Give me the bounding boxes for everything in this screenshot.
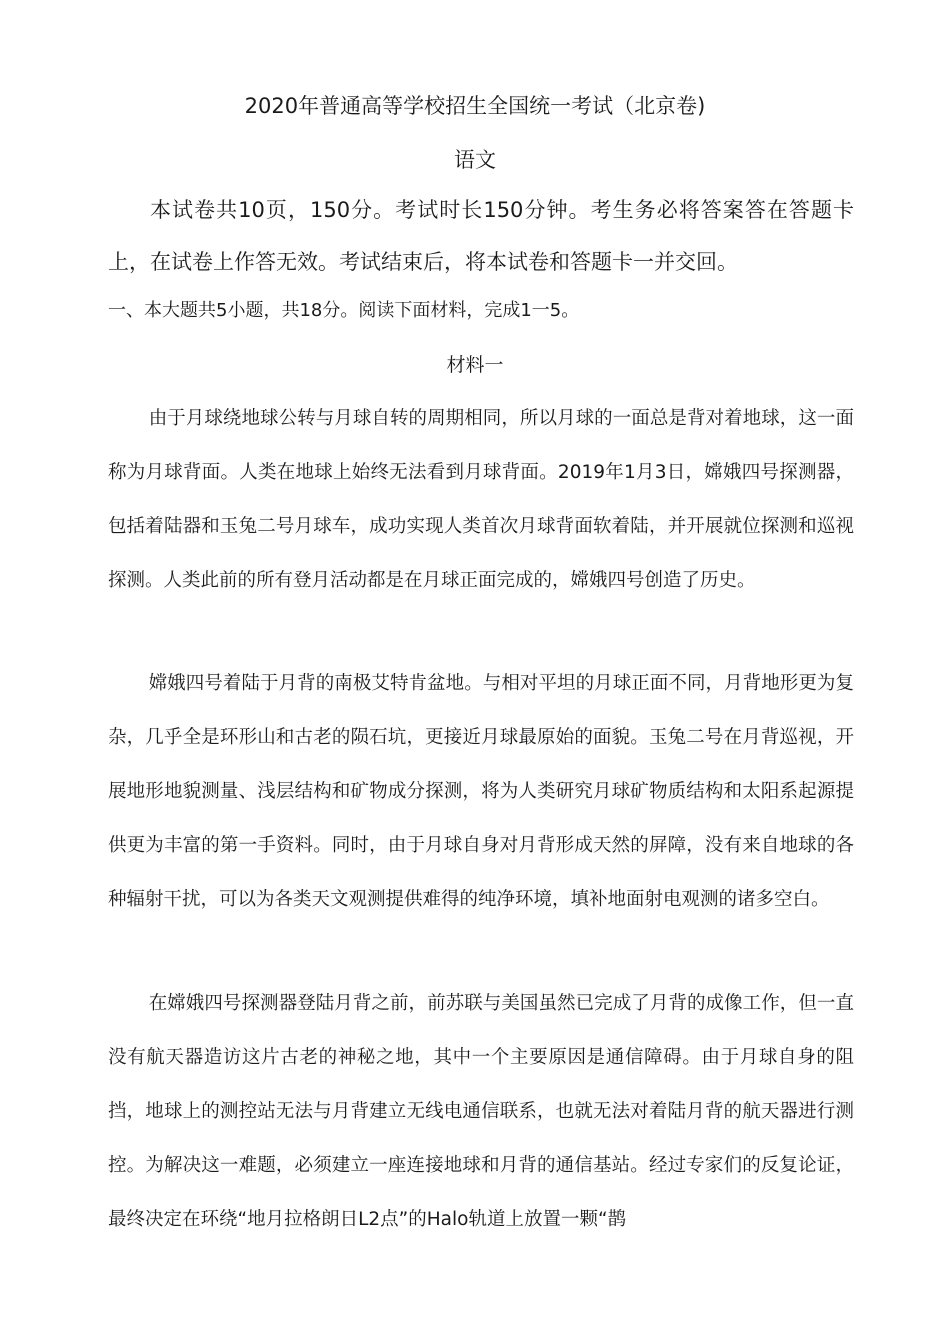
material-paragraph-1: 由于月球绕地球公转与月球自转的周期相同，所以月球的一面总是背对着地球，这一面称为月球背面。人类在地球上始终无法看到月球背面。2019年1月3日，嫦娥四号探测器，包括着陆器和玉兔二号月球车，成功实现人类首次月球背面软着陆，并开展就位探测和巡视探测。人类此前的所有登月活动都是在月球正面完成的，嫦娥四号创造了历史。 xyxy=(108,408,854,591)
material-paragraph-2: 嫦娥四号着陆于月背的南极艾特肯盆地。与相对平坦的月球正面不同，月背地形更为复杂，几乎全是环形山和古老的陨石坑，更接近月球最原始的面貌。玉兔二号在月背巡视，开展地形地貌测量、浅层结构和矿物成分探测，将为人类研究月球矿物质结构和太阳系起源提供更为丰富的第一手资料。同时，由于月球自身对月背形成天然的屏障，没有来自地球的各种辐射干扰，可以为各类天文观测提供难得的纯净环境，填补地面射电观测的诸多空白。 xyxy=(108,673,854,910)
section-heading: 一、本大题共5小题，共18分。阅读下面材料，完成1一5。 xyxy=(108,300,580,321)
exam-instructions: 本试卷共10页，150分。考试时长150分钟。考生务必将答案答在答题卡上，在试卷上作答无效。考试结束后，将本试卷和答题卡一并交回。 xyxy=(108,198,854,274)
exam-title: 2020年普通高等学校招生全国统一考试（北京卷) xyxy=(244,94,706,118)
subject-heading: 语文 xyxy=(454,148,496,172)
material-title: 材料一 xyxy=(446,354,504,376)
material-paragraph-3: 在嫦娥四号探测器登陆月背之前，前苏联与美国虽然已完成了月背的成像工作，但一直没有航天器造访这片古老的神秘之地，其中一个主要原因是通信障碍。由于月球自身的阻挡，地球上的测控站无法与月背建立无线电通信联系，也就无法对着陆月背的航天器进行测控。为解决这一难题，必须建立一座连接地球和月背的通信基站。经过专家们的反复论证，最终决定在环绕“地月拉格朗日L2点”的Halo轨道上放置一颗“鹊 xyxy=(108,993,854,1230)
